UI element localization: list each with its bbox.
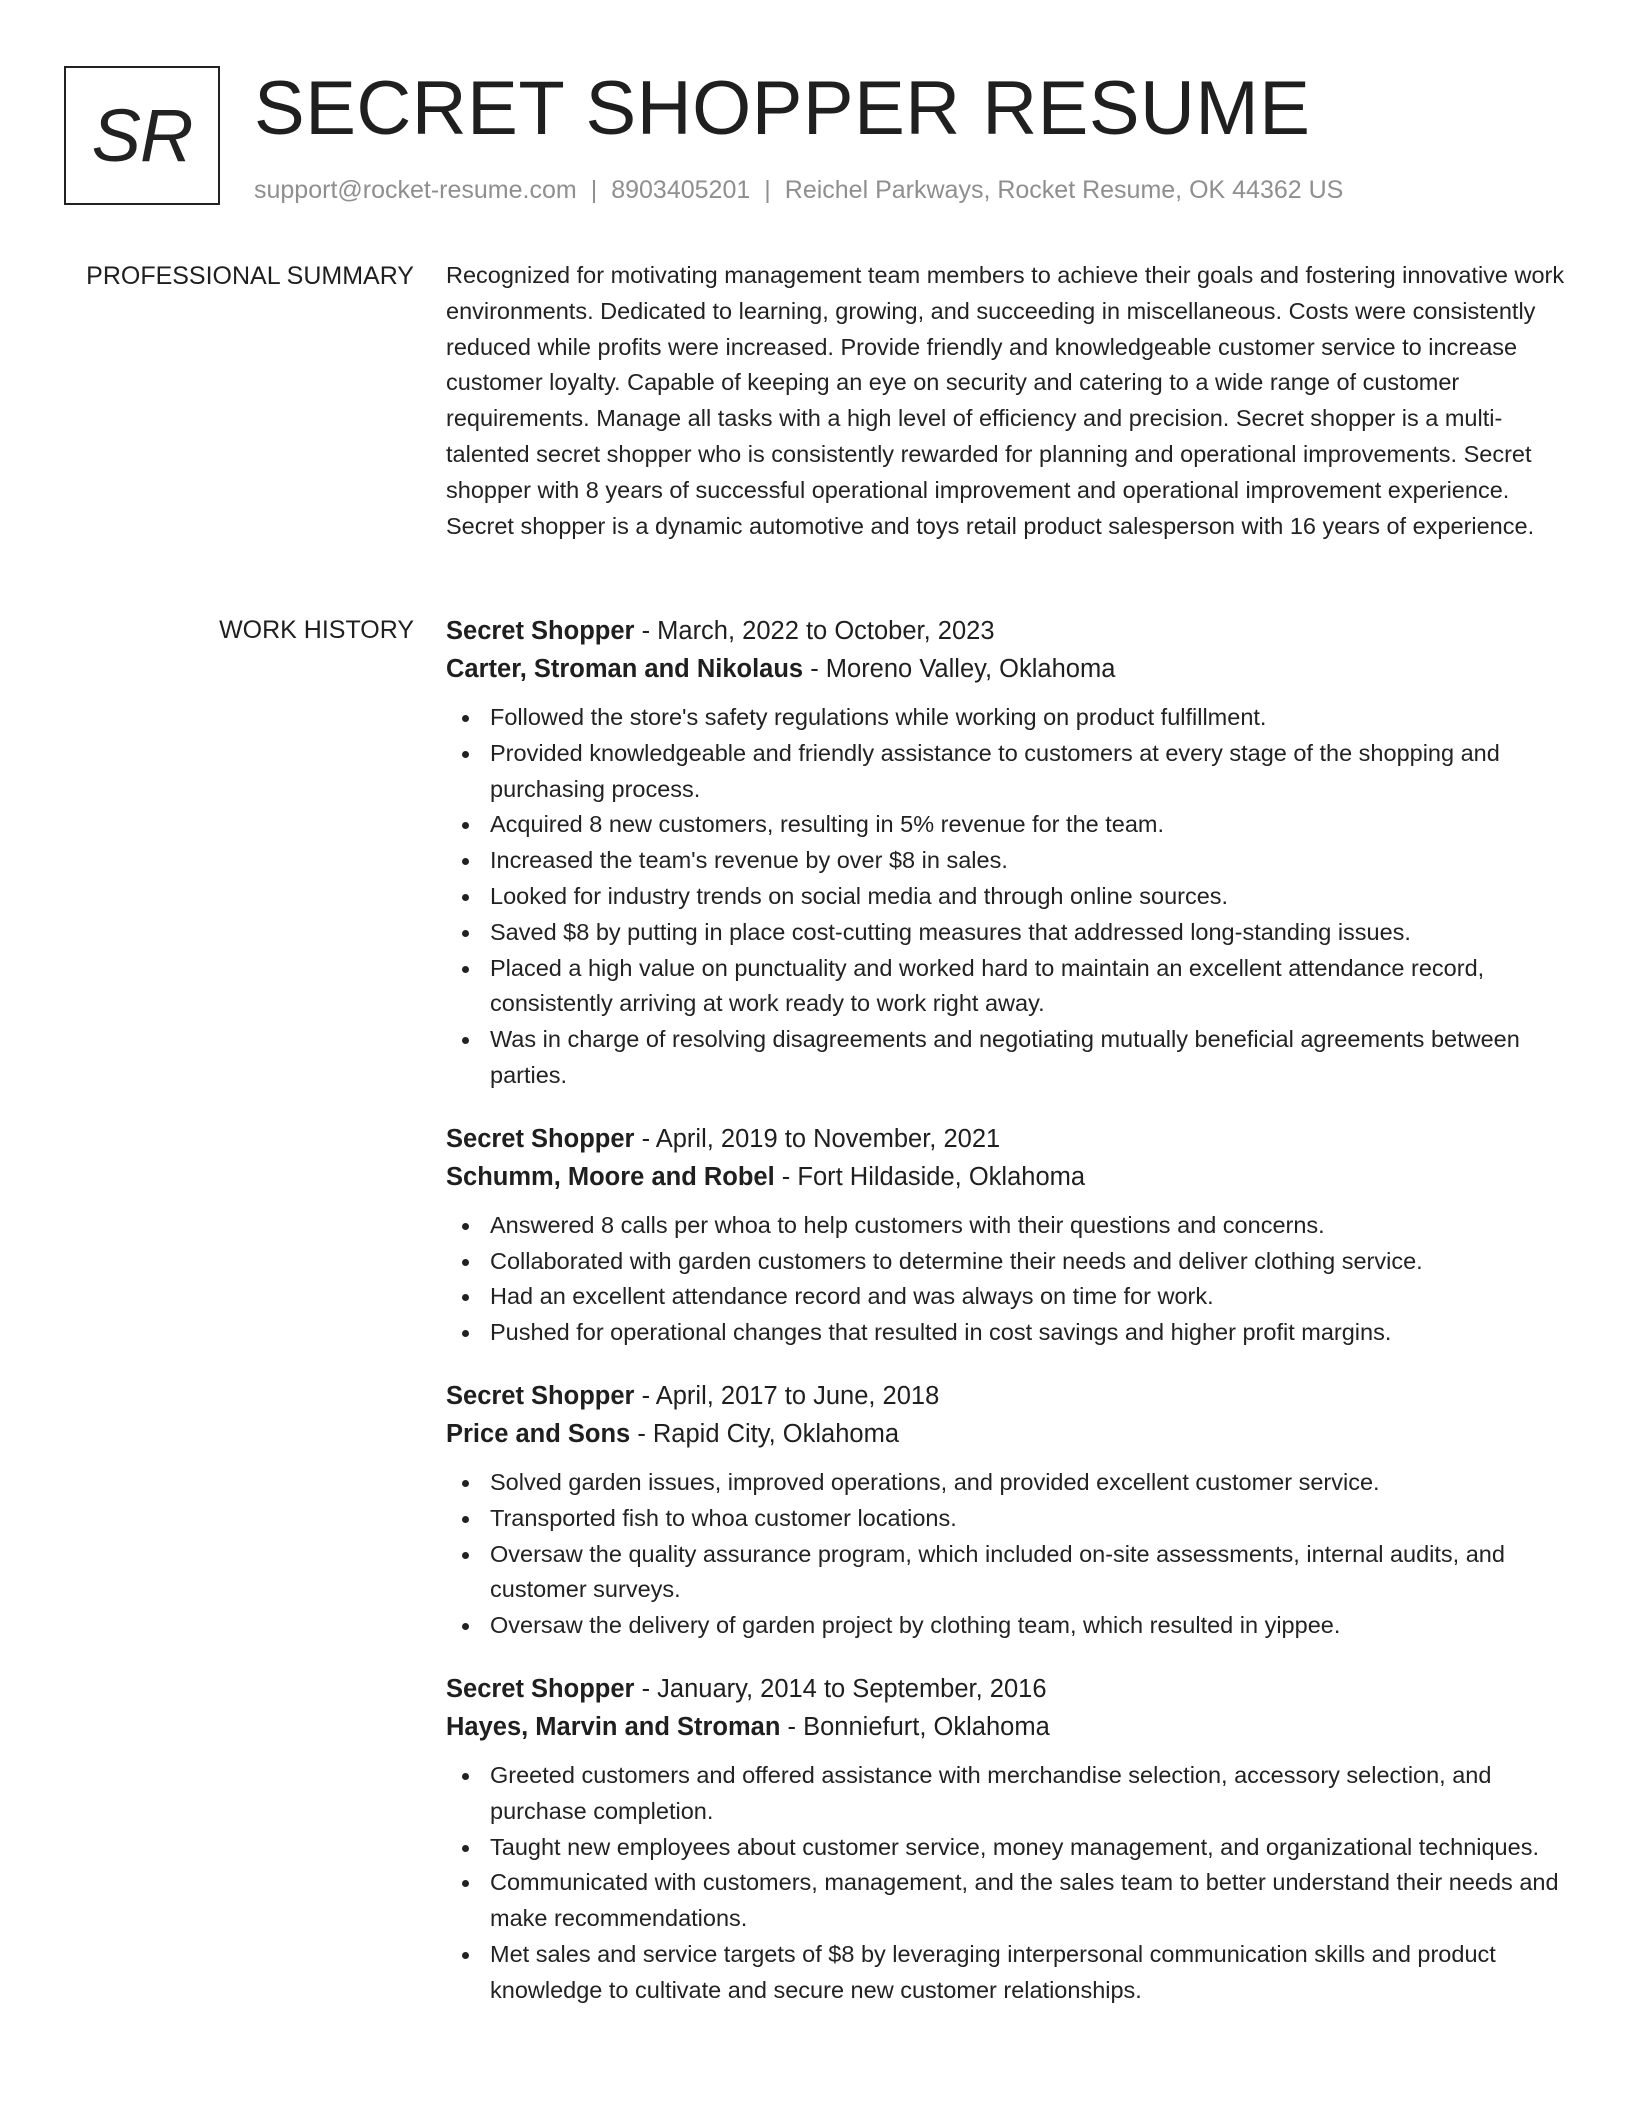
contact-address: Reichel Parkways, Rocket Resume, OK 44362 US (784, 176, 1344, 204)
list-item: Placed a high value on punctuality and worked hard to maintain an excellent attendance record, consistently arriving at work ready to work right away. (446, 951, 1566, 1023)
list-item: Greeted customers and offered assistance with merchandise selection, accessory selection, and purchase completion. (446, 1758, 1566, 1830)
job-company: Price and Sons (446, 1419, 631, 1448)
list-item: Was in charge of resolving disagreements and negotiating mutually beneficial agreements between parties. (446, 1022, 1566, 1094)
list-item: Oversaw the delivery of garden project by clothing team, which resulted in yippee. (446, 1608, 1566, 1644)
list-item: Taught new employees about customer service, money management, and organizational techniques. (446, 1830, 1566, 1866)
section-label-professional-summary: PROFESSIONAL SUMMARY (86, 262, 414, 290)
job-location: - Bonniefurt, Oklahoma (780, 1712, 1050, 1741)
contact-separator: | (590, 176, 598, 204)
job-bullets (446, 1758, 1566, 2009)
job-entry (446, 612, 1566, 1094)
list-item: Provided knowledgeable and friendly assistance to customers at every stage of the shopping and purchasing process. (446, 736, 1566, 808)
contact-line (254, 174, 1343, 206)
job-title: Secret Shopper (446, 617, 635, 645)
job-entry (446, 1120, 1566, 1351)
list-item: Answered 8 calls per whoa to help customers with their questions and concerns. (446, 1208, 1566, 1244)
job-bullets (446, 1208, 1566, 1351)
job-bullets (446, 700, 1566, 1094)
job-company-line (446, 1415, 1566, 1453)
job-dates: - April, 2019 to November, 2021 (634, 1124, 1001, 1153)
job-location: - Moreno Valley, Oklahoma (803, 655, 1116, 683)
job-bullets (446, 1465, 1566, 1644)
contact-phone[interactable]: 8903405201 (611, 176, 751, 204)
job-title: Secret Shopper (446, 1381, 635, 1410)
list-item: Followed the store's safety regulations while working on product fulfillment. (446, 700, 1566, 736)
list-item: Increased the team's revenue by over $8 in sales. (446, 843, 1566, 879)
job-title-line (446, 1377, 1566, 1415)
list-item: Collaborated with garden customers to determine their needs and deliver clothing service. (446, 1244, 1566, 1280)
list-item: Met sales and service targets of $8 by leveraging interpersonal communication skills and product knowledge to cultivate and secure new customer relationships. (446, 1937, 1566, 2009)
job-entry (446, 1377, 1566, 1644)
monogram-logo: SR (64, 66, 220, 205)
job-company: Carter, Stroman and Nikolaus (446, 655, 804, 683)
job-title: Secret Shopper (446, 1674, 635, 1703)
list-item: Had an excellent attendance record and was always on time for work. (446, 1279, 1566, 1315)
resume-title: SECRET SHOPPER RESUME (254, 66, 1311, 151)
job-dates: - March, 2022 to October, 2023 (634, 617, 995, 645)
section-label-work-history: WORK HISTORY (219, 616, 414, 644)
job-title: Secret Shopper (446, 1124, 635, 1153)
job-company-line (446, 1708, 1566, 1746)
job-company: Hayes, Marvin and Stroman (446, 1712, 781, 1741)
job-location: - Rapid City, Oklahoma (630, 1419, 900, 1448)
list-item: Transported fish to whoa customer locations. (446, 1501, 1566, 1537)
job-entry (446, 1670, 1566, 2009)
contact-separator: | (764, 176, 771, 204)
list-item: Communicated with customers, management, and the sales team to better understand their needs and make recommendations. (446, 1865, 1566, 1937)
list-item: Saved $8 by putting in place cost-cutting measures that addressed long-standing issues. (446, 915, 1566, 951)
resume-header (64, 64, 1568, 214)
job-company: Schumm, Moore and Robel (446, 1162, 775, 1191)
list-item: Acquired 8 new customers, resulting in 5% revenue for the team. (446, 807, 1566, 843)
job-title-line (446, 612, 1566, 650)
job-company-line (446, 650, 1566, 688)
summary-text: Recognized for motivating management team members to achieve their goals and fostering innovative work environments. Dedicated to learning, growing, and succeeding in miscellaneous. Costs were consistently reduced while profits were increased. Provide friendly and knowledgeable customer service to increase customer loyalty. Capable of keeping an eye on security and catering to a wide range of customer requirements. Manage all tasks with a high level of efficiency and precision. Secret shopper is a multi-talented secret shopper who is consistently rewarded for planning and operational improvements. Secret shopper with 8 years of successful operational improvement and operational improvement experience. Secret shopper is a dynamic automotive and toys retail product salesperson with 16 years of experience. (446, 262, 1565, 539)
job-company-line (446, 1158, 1566, 1196)
contact-email[interactable]: support@rocket-resume.com (254, 176, 577, 204)
list-item: Oversaw the quality assurance program, which included on-site assessments, internal audits, and customer surveys. (446, 1537, 1566, 1609)
job-title-line (446, 1670, 1566, 1708)
job-location: - Fort Hildaside, Oklahoma (774, 1162, 1086, 1191)
list-item: Pushed for operational changes that resulted in cost savings and higher profit margins. (446, 1315, 1566, 1351)
list-item: Solved garden issues, improved operations, and provided excellent customer service. (446, 1465, 1566, 1501)
summary-body (446, 258, 1566, 544)
list-item: Looked for industry trends on social media and through online sources. (446, 879, 1566, 915)
work-history-body (446, 612, 1566, 2035)
job-dates: - April, 2017 to June, 2018 (634, 1381, 940, 1410)
job-title-line (446, 1120, 1566, 1158)
job-dates: - January, 2014 to September, 2016 (634, 1674, 1047, 1703)
